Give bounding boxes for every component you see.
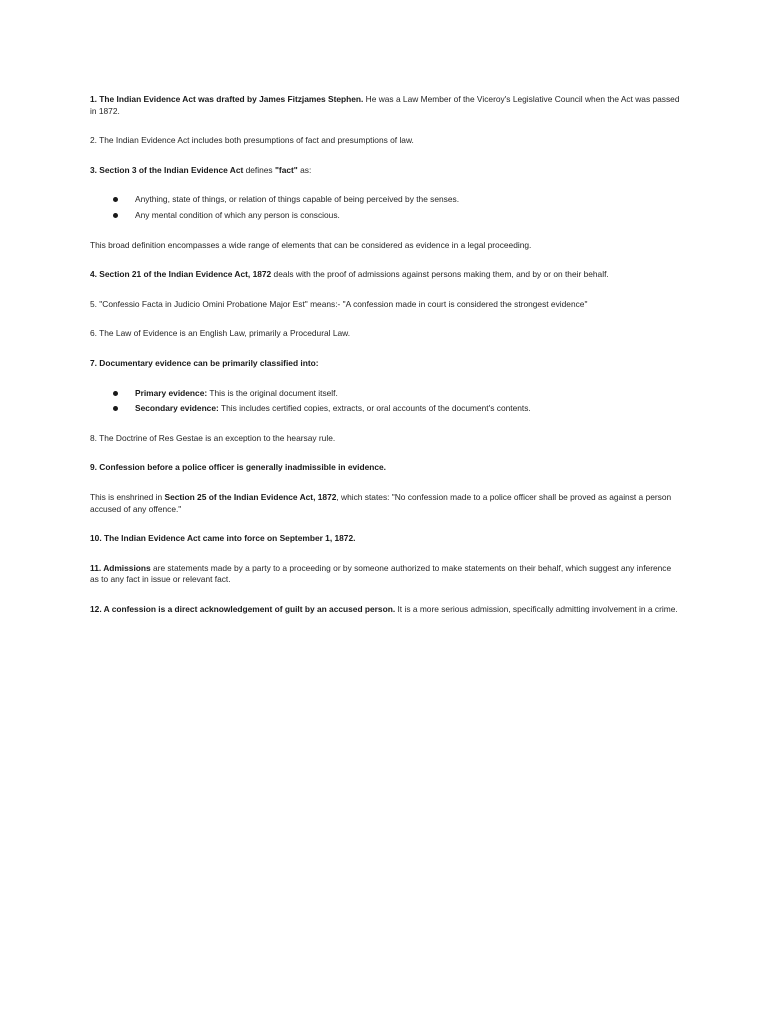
item-10 [90,533,680,545]
item-9-explanation [90,492,680,515]
item-11-heading: 11. Admissions [90,562,151,573]
bullet-icon [113,213,118,218]
list-item-text: This includes certified copies, extracts, or oral accounts of the document's contents. [218,403,531,414]
list-item-term: Secondary evidence: [135,403,219,414]
item-9-explanation-text: This is enshrined in [90,491,165,502]
item-12 [90,604,680,616]
item-7-heading: 7. Documentary evidence can be primarily classified into: [90,357,319,368]
item-9-section: Section 25 of the Indian Evidence Act, 1872 [164,491,337,502]
item-5-text: 5. "Confessio Facta in Judicio Omini Probatione Major Est" means:- "A confession made in court is considered the strongest evidence" [90,298,588,309]
list-item-text: Any mental condition of which any person is conscious. [135,209,340,220]
item-3-explanation-text: This broad definition encompasses a wide range of elements that can be considered as evidence in a legal proceeding. [90,239,532,250]
item-2 [90,135,680,147]
item-4 [90,269,680,281]
item-4-heading: 4. Section 21 of the Indian Evidence Act, 1872 [90,269,272,280]
item-9 [90,462,680,474]
document-page [90,94,680,633]
item-12-text: It is a more serious admission, specifically admitting involvement in a crime. [395,603,678,614]
item-6 [90,328,680,340]
list-item-text: This is the original document itself. [207,387,338,398]
item-3-text-end: as: [297,164,312,175]
item-2-text: 2. The Indian Evidence Act includes both presumptions of fact and presumptions of law. [90,135,414,146]
documentary-evidence-list [90,388,680,415]
bullet-icon [113,391,118,396]
bullet-icon [113,406,118,411]
item-11-text: are statements made by a party to a proceeding or by someone authorized to make statements on their behalf, which suggest any inference as to any fact in issue or relevant fact. [90,562,672,585]
item-10-heading: 10. The Indian Evidence Act came into force on September 1, 1872. [90,533,356,544]
list-item-text: Anything, state of things, or relation of things capable of being perceived by the senses. [135,194,460,205]
item-11 [90,563,680,586]
item-1 [90,94,680,117]
list-item [90,388,680,400]
item-3-explanation [90,240,680,252]
fact-definition-list [90,194,680,221]
list-item [90,403,680,415]
item-9-explanation-text-end: , which states: "No confession made to a police officer shall be proved as against a person accused of any offence." [90,491,672,514]
item-9-heading: 9. Confession before a police officer is generally inadmissible in evidence. [90,462,387,473]
item-12-heading: 12. A confession is a direct acknowledgement of guilt by an accused person. [90,603,396,614]
item-1-heading: 1. The Indian Evidence Act was drafted by James Fitzjames Stephen. [90,94,364,104]
item-8-text: 8. The Doctrine of Res Gestae is an exception to the hearsay rule. [90,432,336,443]
item-5 [90,299,680,311]
item-3-heading: 3. Section 3 of the Indian Evidence Act [90,164,244,175]
bullet-icon [113,197,118,202]
list-item-term: Primary evidence: [135,387,208,398]
item-8 [90,433,680,445]
list-item [90,194,680,206]
item-4-text: deals with the proof of admissions against persons making them, and by or on their behalf. [271,269,609,280]
item-3-term: "fact" [274,164,298,175]
item-3-text: defines [243,164,275,175]
list-item [90,210,680,222]
item-6-text: 6. The Law of Evidence is an English Law, primarily a Procedural Law. [90,328,351,339]
item-7 [90,358,680,370]
item-1-text: He was a Law Member of the Viceroy's Legislative Council when the Act was passed in 1872. [90,94,680,116]
item-3 [90,165,680,177]
